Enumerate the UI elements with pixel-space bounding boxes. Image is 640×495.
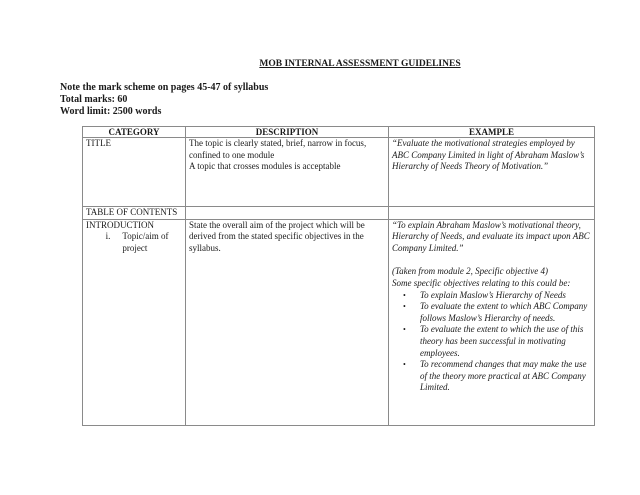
category-label: INTRODUCTION [86,219,154,230]
subcategory-number: i. [105,231,111,242]
category-cell: TITLE [83,138,186,207]
table-row [83,219,595,425]
description-cell: State the overall aim of the project which will be derived from the stated specific objectives in the syllabus. [186,219,389,425]
example-source: (Taken from module 2, Specific objective 4) [392,266,549,277]
header-category: CATEGORY [83,127,186,138]
example-cell: “Evaluate the motivational strategies employed by ABC Company Limited in light of Abraham Maslow’s Hierarchy of Needs Theory of Motivation.” [389,138,595,207]
word-limit-note: Word limit: 2500 words [60,106,162,117]
guidelines-table [82,126,595,426]
objectives-list [392,290,591,394]
list-item: • To explain Maslow’s Hierarchy of Needs [403,289,566,300]
table-row [83,138,595,207]
table-header-row [83,127,595,138]
description-cell [186,207,389,220]
list-item: • To evaluate the extent to which ABC Company follows Maslow’s Hierarchy of needs. [403,301,588,323]
list-item: • To recommend changes that may make the use of the theory more practical at ABC Company Limited. [403,359,587,393]
description-line: The topic is clearly stated, brief, narrow in focus, confined to one module [189,138,367,160]
example-quote: “To explain Abraham Maslow’s motivational theory, Hierarchy of Needs, and evaluate its impact upon ABC Company Limited.” [392,219,590,253]
bullet-icon: • [403,290,406,300]
notes-block [60,82,268,118]
bullet-icon: • [403,325,406,335]
subcategory [86,231,182,254]
example-cell [389,207,595,220]
bullet-icon: • [403,302,406,312]
total-marks-note: Total marks: 60 [60,94,128,105]
header-example: EXAMPLE [389,127,595,138]
example-cell [389,219,595,425]
example-intro: Some specific objectives relating to this could be: [392,277,571,288]
table-row [83,207,595,220]
mark-scheme-note: Note the mark scheme on pages 45-47 of syllabus [60,82,269,93]
description-line: A topic that crosses modules is acceptable [189,161,341,172]
document-title: MOB INTERNAL ASSESSMENT GUIDELINES [259,59,461,69]
subcategory-label: Topic/aim of project [122,231,169,253]
header-description: DESCRIPTION [186,127,389,138]
bullet-icon: • [403,360,406,370]
list-item: • To evaluate the extent to which the use of this theory has been successful in motivating employees. [403,324,584,358]
description-cell [186,138,389,207]
category-cell: TABLE OF CONTENTS [83,207,186,220]
category-cell [83,219,186,425]
